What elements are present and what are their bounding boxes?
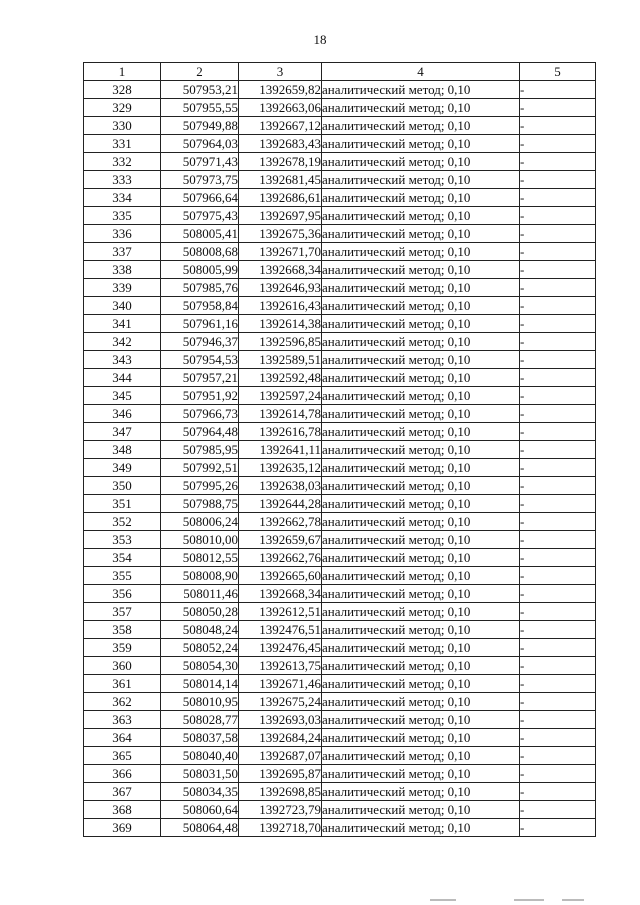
point-number-cell: 349: [84, 459, 161, 477]
table-row: [84, 297, 596, 315]
coordinates-table: [83, 62, 596, 837]
method-cell: аналитический метод; 0,10: [322, 783, 520, 801]
note-cell: -: [520, 765, 596, 783]
point-number-cell: 345: [84, 387, 161, 405]
point-number-cell: 347: [84, 423, 161, 441]
point-number-cell: 342: [84, 333, 161, 351]
note-cell: -: [520, 657, 596, 675]
table-row: [84, 765, 596, 783]
table-row: [84, 531, 596, 549]
point-number-cell: 341: [84, 315, 161, 333]
header-cell-5: 5: [520, 63, 596, 81]
note-cell: -: [520, 747, 596, 765]
note-cell: -: [520, 729, 596, 747]
method-cell: аналитический метод; 0,10: [322, 729, 520, 747]
method-cell: аналитический метод; 0,10: [322, 207, 520, 225]
point-number-cell: 328: [84, 81, 161, 99]
note-cell: -: [520, 189, 596, 207]
header-cell-4: 4: [322, 63, 520, 81]
method-cell: аналитический метод; 0,10: [322, 567, 520, 585]
x-coordinate-cell: 507966,64: [161, 189, 239, 207]
point-number-cell: 338: [84, 261, 161, 279]
x-coordinate-cell: 507955,55: [161, 99, 239, 117]
point-number-cell: 348: [84, 441, 161, 459]
header-cell-3: 3: [239, 63, 322, 81]
table-row: [84, 729, 596, 747]
table-row: [84, 657, 596, 675]
point-number-cell: 365: [84, 747, 161, 765]
point-number-cell: 359: [84, 639, 161, 657]
table-row: [84, 801, 596, 819]
y-coordinate-cell: 1392612,51: [239, 603, 322, 621]
table-row: [84, 639, 596, 657]
x-coordinate-cell: 508012,55: [161, 549, 239, 567]
y-coordinate-cell: 1392476,45: [239, 639, 322, 657]
table-row: [84, 585, 596, 603]
y-coordinate-cell: 1392597,24: [239, 387, 322, 405]
table-row: [84, 315, 596, 333]
method-cell: аналитический метод; 0,10: [322, 459, 520, 477]
x-coordinate-cell: 508031,50: [161, 765, 239, 783]
y-coordinate-cell: 1392695,87: [239, 765, 322, 783]
table-row: [84, 567, 596, 585]
point-number-cell: 364: [84, 729, 161, 747]
x-coordinate-cell: 507973,75: [161, 171, 239, 189]
table-row: [84, 351, 596, 369]
x-coordinate-cell: 508005,99: [161, 261, 239, 279]
y-coordinate-cell: 1392723,79: [239, 801, 322, 819]
x-coordinate-cell: 508005,41: [161, 225, 239, 243]
x-coordinate-cell: 507988,75: [161, 495, 239, 513]
y-coordinate-cell: 1392589,51: [239, 351, 322, 369]
y-coordinate-cell: 1392641,11: [239, 441, 322, 459]
point-number-cell: 354: [84, 549, 161, 567]
point-number-cell: 343: [84, 351, 161, 369]
x-coordinate-cell: 507971,43: [161, 153, 239, 171]
x-coordinate-cell: 507975,43: [161, 207, 239, 225]
note-cell: -: [520, 477, 596, 495]
method-cell: аналитический метод; 0,10: [322, 621, 520, 639]
method-cell: аналитический метод; 0,10: [322, 189, 520, 207]
point-number-cell: 332: [84, 153, 161, 171]
y-coordinate-cell: 1392718,70: [239, 819, 322, 837]
x-coordinate-cell: 508048,24: [161, 621, 239, 639]
x-coordinate-cell: 507949,88: [161, 117, 239, 135]
note-cell: -: [520, 639, 596, 657]
note-cell: -: [520, 783, 596, 801]
method-cell: аналитический метод; 0,10: [322, 243, 520, 261]
table-row: [84, 693, 596, 711]
point-number-cell: 336: [84, 225, 161, 243]
scan-artifact: [562, 899, 584, 901]
header-cell-1: 1: [84, 63, 161, 81]
x-coordinate-cell: 508008,68: [161, 243, 239, 261]
table-row: [84, 261, 596, 279]
method-cell: аналитический метод; 0,10: [322, 315, 520, 333]
y-coordinate-cell: 1392687,07: [239, 747, 322, 765]
method-cell: аналитический метод; 0,10: [322, 585, 520, 603]
point-number-cell: 357: [84, 603, 161, 621]
note-cell: -: [520, 207, 596, 225]
note-cell: -: [520, 693, 596, 711]
y-coordinate-cell: 1392592,48: [239, 369, 322, 387]
x-coordinate-cell: 508010,95: [161, 693, 239, 711]
method-cell: аналитический метод; 0,10: [322, 819, 520, 837]
table-row: [84, 441, 596, 459]
y-coordinate-cell: 1392668,34: [239, 261, 322, 279]
method-cell: аналитический метод; 0,10: [322, 477, 520, 495]
point-number-cell: 352: [84, 513, 161, 531]
y-coordinate-cell: 1392675,24: [239, 693, 322, 711]
y-coordinate-cell: 1392663,06: [239, 99, 322, 117]
method-cell: аналитический метод; 0,10: [322, 351, 520, 369]
table-row: [84, 621, 596, 639]
note-cell: -: [520, 99, 596, 117]
y-coordinate-cell: 1392613,75: [239, 657, 322, 675]
y-coordinate-cell: 1392614,78: [239, 405, 322, 423]
table-row: [84, 189, 596, 207]
note-cell: -: [520, 81, 596, 99]
method-cell: аналитический метод; 0,10: [322, 603, 520, 621]
method-cell: аналитический метод; 0,10: [322, 387, 520, 405]
point-number-cell: 329: [84, 99, 161, 117]
table-row: [84, 783, 596, 801]
point-number-cell: 340: [84, 297, 161, 315]
method-cell: аналитический метод; 0,10: [322, 531, 520, 549]
point-number-cell: 335: [84, 207, 161, 225]
point-number-cell: 353: [84, 531, 161, 549]
method-cell: аналитический метод; 0,10: [322, 99, 520, 117]
method-cell: аналитический метод; 0,10: [322, 495, 520, 513]
table-row: [84, 369, 596, 387]
y-coordinate-cell: 1392681,45: [239, 171, 322, 189]
note-cell: -: [520, 153, 596, 171]
method-cell: аналитический метод; 0,10: [322, 225, 520, 243]
point-number-cell: 362: [84, 693, 161, 711]
method-cell: аналитический метод; 0,10: [322, 513, 520, 531]
y-coordinate-cell: 1392659,67: [239, 531, 322, 549]
x-coordinate-cell: 507985,95: [161, 441, 239, 459]
x-coordinate-cell: 507954,53: [161, 351, 239, 369]
table-row: [84, 243, 596, 261]
point-number-cell: 356: [84, 585, 161, 603]
x-coordinate-cell: 508064,48: [161, 819, 239, 837]
note-cell: -: [520, 171, 596, 189]
method-cell: аналитический метод; 0,10: [322, 333, 520, 351]
note-cell: -: [520, 459, 596, 477]
y-coordinate-cell: 1392698,85: [239, 783, 322, 801]
point-number-cell: 368: [84, 801, 161, 819]
y-coordinate-cell: 1392646,93: [239, 279, 322, 297]
note-cell: -: [520, 261, 596, 279]
note-cell: -: [520, 117, 596, 135]
note-cell: -: [520, 513, 596, 531]
note-cell: -: [520, 603, 596, 621]
y-coordinate-cell: 1392662,78: [239, 513, 322, 531]
method-cell: аналитический метод; 0,10: [322, 639, 520, 657]
method-cell: аналитический метод; 0,10: [322, 135, 520, 153]
note-cell: -: [520, 369, 596, 387]
method-cell: аналитический метод; 0,10: [322, 711, 520, 729]
header-cell-2: 2: [161, 63, 239, 81]
point-number-cell: 360: [84, 657, 161, 675]
table-row: [84, 117, 596, 135]
x-coordinate-cell: 507995,26: [161, 477, 239, 495]
note-cell: -: [520, 801, 596, 819]
y-coordinate-cell: 1392644,28: [239, 495, 322, 513]
table-row: [84, 333, 596, 351]
x-coordinate-cell: 507958,84: [161, 297, 239, 315]
point-number-cell: 355: [84, 567, 161, 585]
note-cell: -: [520, 531, 596, 549]
point-number-cell: 350: [84, 477, 161, 495]
x-coordinate-cell: 507951,92: [161, 387, 239, 405]
point-number-cell: 367: [84, 783, 161, 801]
note-cell: -: [520, 279, 596, 297]
page-number: 18: [313, 32, 327, 47]
y-coordinate-cell: 1392476,51: [239, 621, 322, 639]
method-cell: аналитический метод; 0,10: [322, 369, 520, 387]
x-coordinate-cell: 507961,16: [161, 315, 239, 333]
note-cell: -: [520, 567, 596, 585]
point-number-cell: 330: [84, 117, 161, 135]
point-number-cell: 361: [84, 675, 161, 693]
method-cell: аналитический метод; 0,10: [322, 657, 520, 675]
x-coordinate-cell: 508006,24: [161, 513, 239, 531]
point-number-cell: 339: [84, 279, 161, 297]
y-coordinate-cell: 1392635,12: [239, 459, 322, 477]
method-cell: аналитический метод; 0,10: [322, 297, 520, 315]
y-coordinate-cell: 1392614,38: [239, 315, 322, 333]
y-coordinate-cell: 1392678,19: [239, 153, 322, 171]
point-number-cell: 363: [84, 711, 161, 729]
table-row: [84, 819, 596, 837]
x-coordinate-cell: 507946,37: [161, 333, 239, 351]
x-coordinate-cell: 507985,76: [161, 279, 239, 297]
note-cell: -: [520, 585, 596, 603]
x-coordinate-cell: 508014,14: [161, 675, 239, 693]
y-coordinate-cell: 1392662,76: [239, 549, 322, 567]
table-header: [84, 63, 596, 81]
method-cell: аналитический метод; 0,10: [322, 549, 520, 567]
method-cell: аналитический метод; 0,10: [322, 279, 520, 297]
table-row: [84, 207, 596, 225]
y-coordinate-cell: 1392683,43: [239, 135, 322, 153]
method-cell: аналитический метод; 0,10: [322, 423, 520, 441]
table-row: [84, 99, 596, 117]
y-coordinate-cell: 1392684,24: [239, 729, 322, 747]
method-cell: аналитический метод; 0,10: [322, 171, 520, 189]
point-number-cell: 333: [84, 171, 161, 189]
point-number-cell: 346: [84, 405, 161, 423]
y-coordinate-cell: 1392693,03: [239, 711, 322, 729]
note-cell: -: [520, 297, 596, 315]
y-coordinate-cell: 1392697,95: [239, 207, 322, 225]
note-cell: -: [520, 675, 596, 693]
table-row: [84, 549, 596, 567]
x-coordinate-cell: 507953,21: [161, 81, 239, 99]
y-coordinate-cell: 1392665,60: [239, 567, 322, 585]
x-coordinate-cell: 508060,64: [161, 801, 239, 819]
table-row: [84, 711, 596, 729]
point-number-cell: 331: [84, 135, 161, 153]
note-cell: -: [520, 495, 596, 513]
table-row: [84, 81, 596, 99]
method-cell: аналитический метод; 0,10: [322, 261, 520, 279]
point-number-cell: 344: [84, 369, 161, 387]
table-row: [84, 477, 596, 495]
x-coordinate-cell: 507966,73: [161, 405, 239, 423]
method-cell: аналитический метод; 0,10: [322, 117, 520, 135]
note-cell: -: [520, 441, 596, 459]
y-coordinate-cell: 1392675,36: [239, 225, 322, 243]
x-coordinate-cell: 508050,28: [161, 603, 239, 621]
x-coordinate-cell: 508054,30: [161, 657, 239, 675]
table-row: [84, 405, 596, 423]
point-number-cell: 351: [84, 495, 161, 513]
y-coordinate-cell: 1392671,46: [239, 675, 322, 693]
x-coordinate-cell: 508052,24: [161, 639, 239, 657]
point-number-cell: 369: [84, 819, 161, 837]
method-cell: аналитический метод; 0,10: [322, 693, 520, 711]
point-number-cell: 337: [84, 243, 161, 261]
table-row: [84, 513, 596, 531]
x-coordinate-cell: 508028,77: [161, 711, 239, 729]
note-cell: -: [520, 549, 596, 567]
table-row: [84, 171, 596, 189]
method-cell: аналитический метод; 0,10: [322, 81, 520, 99]
table-row: [84, 225, 596, 243]
y-coordinate-cell: 1392686,61: [239, 189, 322, 207]
note-cell: -: [520, 819, 596, 837]
table-row: [84, 135, 596, 153]
table-row: [84, 675, 596, 693]
point-number-cell: 334: [84, 189, 161, 207]
table-row: [84, 153, 596, 171]
table-row: [84, 459, 596, 477]
y-coordinate-cell: 1392659,82: [239, 81, 322, 99]
table-body: [84, 81, 596, 837]
note-cell: -: [520, 405, 596, 423]
x-coordinate-cell: 508008,90: [161, 567, 239, 585]
note-cell: -: [520, 423, 596, 441]
note-cell: -: [520, 315, 596, 333]
y-coordinate-cell: 1392671,70: [239, 243, 322, 261]
note-cell: -: [520, 387, 596, 405]
table-row: [84, 423, 596, 441]
note-cell: -: [520, 621, 596, 639]
table-row: [84, 495, 596, 513]
table-row: [84, 747, 596, 765]
method-cell: аналитический метод; 0,10: [322, 405, 520, 423]
note-cell: -: [520, 351, 596, 369]
method-cell: аналитический метод; 0,10: [322, 765, 520, 783]
y-coordinate-cell: 1392638,03: [239, 477, 322, 495]
scan-artifact: [430, 899, 456, 901]
y-coordinate-cell: 1392668,34: [239, 585, 322, 603]
x-coordinate-cell: 508040,40: [161, 747, 239, 765]
y-coordinate-cell: 1392596,85: [239, 333, 322, 351]
x-coordinate-cell: 507992,51: [161, 459, 239, 477]
note-cell: -: [520, 333, 596, 351]
method-cell: аналитический метод; 0,10: [322, 153, 520, 171]
x-coordinate-cell: 508034,35: [161, 783, 239, 801]
y-coordinate-cell: 1392616,43: [239, 297, 322, 315]
header-row: [84, 63, 596, 81]
x-coordinate-cell: 508011,46: [161, 585, 239, 603]
point-number-cell: 366: [84, 765, 161, 783]
x-coordinate-cell: 508037,58: [161, 729, 239, 747]
table-row: [84, 603, 596, 621]
x-coordinate-cell: 508010,00: [161, 531, 239, 549]
method-cell: аналитический метод; 0,10: [322, 747, 520, 765]
table-row: [84, 279, 596, 297]
method-cell: аналитический метод; 0,10: [322, 801, 520, 819]
x-coordinate-cell: 507957,21: [161, 369, 239, 387]
y-coordinate-cell: 1392616,78: [239, 423, 322, 441]
scan-artifact: [514, 899, 544, 901]
method-cell: аналитический метод; 0,10: [322, 441, 520, 459]
table-row: [84, 387, 596, 405]
y-coordinate-cell: 1392667,12: [239, 117, 322, 135]
note-cell: -: [520, 711, 596, 729]
point-number-cell: 358: [84, 621, 161, 639]
method-cell: аналитический метод; 0,10: [322, 675, 520, 693]
note-cell: -: [520, 243, 596, 261]
x-coordinate-cell: 507964,03: [161, 135, 239, 153]
note-cell: -: [520, 135, 596, 153]
note-cell: -: [520, 225, 596, 243]
x-coordinate-cell: 507964,48: [161, 423, 239, 441]
